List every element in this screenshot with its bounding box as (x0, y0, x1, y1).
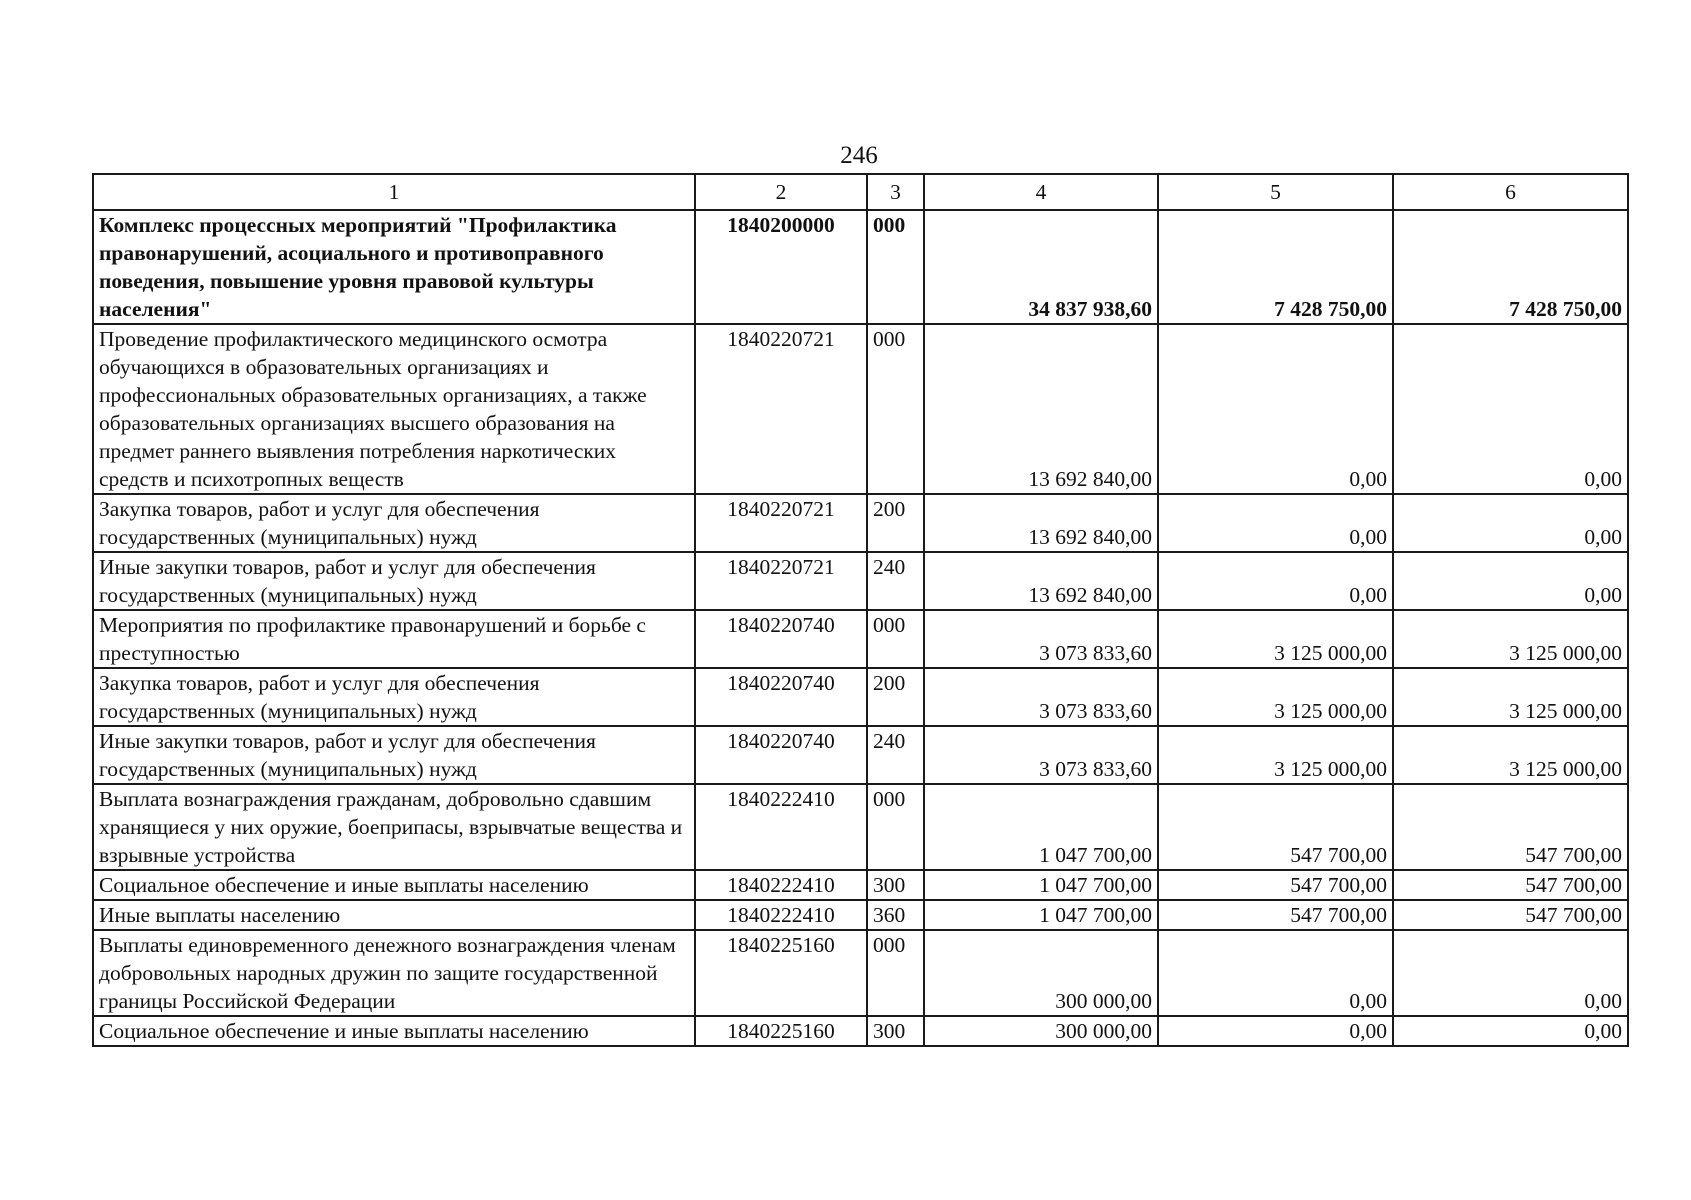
table-row (93, 726, 1628, 784)
column-header-2: 2 (695, 174, 867, 210)
row-code-cell: 1840220740 (695, 668, 867, 726)
row-amount-col6-cell: 0,00 (1393, 1016, 1628, 1046)
row-code-cell: 1840220721 (695, 324, 867, 494)
row-name-cell: Выплаты единовременного денежного вознаграждения членам добровольных народных дружин по защите государственной границы Российской Федерации (93, 930, 695, 1016)
row-amount-col5-cell: 0,00 (1158, 1016, 1393, 1046)
row-expense-type-cell: 360 (867, 900, 924, 930)
row-amount-col4-cell: 300 000,00 (924, 1016, 1158, 1046)
row-amount-col4-cell: 3 073 833,60 (924, 610, 1158, 668)
row-amount-col5-cell: 3 125 000,00 (1158, 726, 1393, 784)
row-amount-col5-cell: 547 700,00 (1158, 784, 1393, 870)
row-amount-col6-cell: 3 125 000,00 (1393, 668, 1628, 726)
row-code-cell: 1840225160 (695, 1016, 867, 1046)
row-expense-type-cell: 240 (867, 552, 924, 610)
row-name-cell: Закупка товаров, работ и услуг для обеспечения государственных (муниципальных) нужд (93, 494, 695, 552)
row-amount-col6-cell: 0,00 (1393, 324, 1628, 494)
row-amount-col4-cell: 13 692 840,00 (924, 324, 1158, 494)
row-code-cell: 1840225160 (695, 930, 867, 1016)
row-code-cell: 1840222410 (695, 870, 867, 900)
budget-table (92, 173, 1629, 1047)
row-name-cell: Выплата вознаграждения гражданам, добровольно сдавшим хранящиеся у них оружие, боеприпасы, взрывчатые вещества и взрывные устройства (93, 784, 695, 870)
row-expense-type-cell: 000 (867, 210, 924, 324)
row-expense-type-cell: 000 (867, 784, 924, 870)
column-header-4: 4 (924, 174, 1158, 210)
row-amount-col6-cell: 0,00 (1393, 494, 1628, 552)
table-row (93, 668, 1628, 726)
row-expense-type-cell: 200 (867, 668, 924, 726)
row-amount-col6-cell: 0,00 (1393, 552, 1628, 610)
row-expense-type-cell: 000 (867, 610, 924, 668)
column-header-6: 6 (1393, 174, 1628, 210)
row-amount-col6-cell: 547 700,00 (1393, 900, 1628, 930)
row-code-cell: 1840222410 (695, 784, 867, 870)
row-amount-col4-cell: 3 073 833,60 (924, 726, 1158, 784)
row-code-cell: 1840220740 (695, 610, 867, 668)
row-amount-col5-cell: 0,00 (1158, 324, 1393, 494)
column-header-1: 1 (93, 174, 695, 210)
row-name-cell: Иные выплаты населению (93, 900, 695, 930)
row-name-cell: Иные закупки товаров, работ и услуг для обеспечения государственных (муниципальных) нужд (93, 726, 695, 784)
row-amount-col5-cell: 0,00 (1158, 494, 1393, 552)
row-amount-col6-cell: 7 428 750,00 (1393, 210, 1628, 324)
row-code-cell: 1840220721 (695, 494, 867, 552)
row-name-cell: Комплекс процессных мероприятий "Профилактика правонарушений, асоциального и противоправного поведения, повышение уровня правовой культуры населения" (93, 210, 695, 324)
row-code-cell: 1840220740 (695, 726, 867, 784)
table-row (93, 1016, 1628, 1046)
column-header-3: 3 (867, 174, 924, 210)
table-body (93, 174, 1628, 1046)
page-number: 246 (840, 142, 878, 169)
table-row (93, 210, 1628, 324)
row-amount-col6-cell: 547 700,00 (1393, 870, 1628, 900)
row-amount-col6-cell: 547 700,00 (1393, 784, 1628, 870)
row-amount-col4-cell: 34 837 938,60 (924, 210, 1158, 324)
column-header-5: 5 (1158, 174, 1393, 210)
row-code-cell: 1840220721 (695, 552, 867, 610)
row-amount-col4-cell: 1 047 700,00 (924, 784, 1158, 870)
row-code-cell: 1840200000 (695, 210, 867, 324)
table-row (93, 784, 1628, 870)
row-name-cell: Социальное обеспечение и иные выплаты населению (93, 1016, 695, 1046)
row-amount-col6-cell: 0,00 (1393, 930, 1628, 1016)
table-row (93, 870, 1628, 900)
row-amount-col5-cell: 547 700,00 (1158, 870, 1393, 900)
table-row (93, 324, 1628, 494)
row-expense-type-cell: 000 (867, 930, 924, 1016)
row-name-cell: Закупка товаров, работ и услуг для обеспечения государственных (муниципальных) нужд (93, 668, 695, 726)
row-amount-col4-cell: 1 047 700,00 (924, 870, 1158, 900)
table-row (93, 610, 1628, 668)
table-row (93, 552, 1628, 610)
table-row (93, 494, 1628, 552)
row-amount-col5-cell: 7 428 750,00 (1158, 210, 1393, 324)
row-name-cell: Проведение профилактического медицинского осмотра обучающихся в образовательных организациях и профессиональных образовательных организациях, а также образовательных организациях высшего образования на предмет раннего выявления потребления наркотических средств и психотропных веществ (93, 324, 695, 494)
row-expense-type-cell: 200 (867, 494, 924, 552)
row-amount-col5-cell: 3 125 000,00 (1158, 610, 1393, 668)
row-name-cell: Мероприятия по профилактике правонарушений и борьбе с преступностью (93, 610, 695, 668)
row-expense-type-cell: 000 (867, 324, 924, 494)
row-amount-col6-cell: 3 125 000,00 (1393, 610, 1628, 668)
row-amount-col5-cell: 3 125 000,00 (1158, 668, 1393, 726)
row-amount-col5-cell: 547 700,00 (1158, 900, 1393, 930)
table-row (93, 930, 1628, 1016)
row-code-cell: 1840222410 (695, 900, 867, 930)
row-amount-col5-cell: 0,00 (1158, 930, 1393, 1016)
table-row (93, 900, 1628, 930)
row-expense-type-cell: 300 (867, 870, 924, 900)
row-amount-col4-cell: 300 000,00 (924, 930, 1158, 1016)
column-number-row (93, 174, 1628, 210)
row-amount-col4-cell: 3 073 833,60 (924, 668, 1158, 726)
row-amount-col4-cell: 1 047 700,00 (924, 900, 1158, 930)
row-amount-col4-cell: 13 692 840,00 (924, 494, 1158, 552)
row-amount-col4-cell: 13 692 840,00 (924, 552, 1158, 610)
row-amount-col6-cell: 3 125 000,00 (1393, 726, 1628, 784)
row-expense-type-cell: 240 (867, 726, 924, 784)
row-amount-col5-cell: 0,00 (1158, 552, 1393, 610)
row-name-cell: Иные закупки товаров, работ и услуг для обеспечения государственных (муниципальных) нужд (93, 552, 695, 610)
row-expense-type-cell: 300 (867, 1016, 924, 1046)
row-name-cell: Социальное обеспечение и иные выплаты населению (93, 870, 695, 900)
